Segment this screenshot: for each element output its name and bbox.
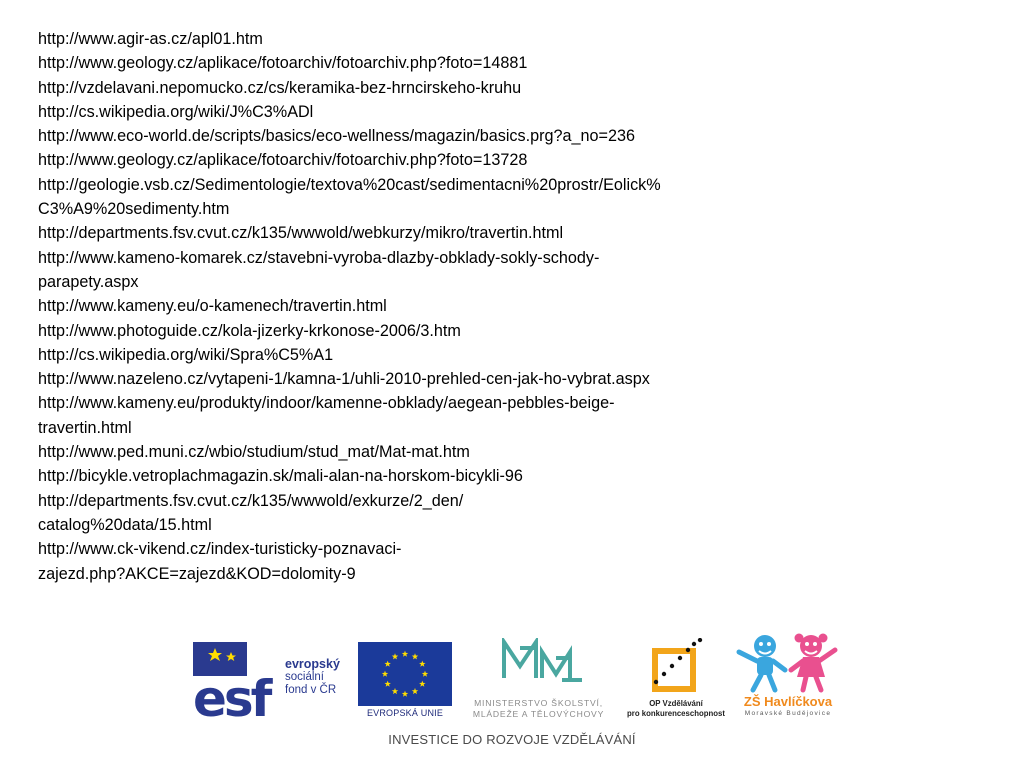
reference-link: parapety.aspx xyxy=(38,272,139,291)
reference-list xyxy=(38,27,798,586)
reference-link: C3%A9%20sedimenty.htm xyxy=(38,200,230,219)
school-name: ZŠ Havlíčkova xyxy=(743,694,833,709)
reference-link: http://departments.fsv.cvut.cz/k135/wwwold/webkurzy/mikro/travertin.html xyxy=(38,224,564,243)
reference-link: http://www.geology.cz/aplikace/fotoarchiv/fotoarchiv.php?foto=14881 xyxy=(38,54,528,73)
esf-text xyxy=(285,658,340,697)
girl-figure-icon xyxy=(791,634,835,691)
reference-link: http://geologie.vsb.cz/Sedimentologie/textova%20cast/sedimentacni%20prostr/Eolick% xyxy=(38,175,661,194)
reference-link: http://vzdelavani.nepomucko.cz/cs/keramika-bez-hrncirskeho-kruhu xyxy=(38,78,522,97)
reference-link: http://cs.wikipedia.org/wiki/J%C3%ADl xyxy=(38,102,314,121)
reference-link: http://bicykle.vetroplachmagazin.sk/mali-alan-na-horskom-bicykli-96 xyxy=(38,467,523,486)
msmt-monogram-icon xyxy=(456,638,621,698)
reference-link: http://departments.fsv.cvut.cz/k135/wwwold/exkurze/2_den/ xyxy=(38,491,464,510)
esf-line2: sociální xyxy=(285,671,324,683)
msmt-caption xyxy=(456,698,621,719)
reference-link: http://www.ped.muni.cz/wbio/studium/stud_mat/Mat-mat.htm xyxy=(38,443,470,462)
school-mascots-icon xyxy=(733,630,843,694)
op-caption xyxy=(622,699,730,718)
esf-emblem-icon xyxy=(193,642,283,720)
op-line2: pro konkurenceschopnost xyxy=(627,708,725,718)
reference-link: http://cs.wikipedia.org/wiki/Spra%C5%A1 xyxy=(38,345,334,364)
op-emblem-icon xyxy=(622,638,730,698)
reference-link: http://www.kameny.eu/o-kamenech/travertin.html xyxy=(38,297,387,316)
school-subtitle: Moravské Budějovice xyxy=(744,710,832,717)
sponsor-logo-strip xyxy=(0,628,1024,768)
op-logo xyxy=(622,638,730,720)
investment-slogan: INVESTICE DO ROZVOJE VZDĚLÁVÁNÍ xyxy=(388,732,636,747)
reference-link: http://www.eco-world.de/scripts/basics/eco-wellness/magazin/basics.prg?a_no=236 xyxy=(38,127,635,146)
msmt-logo xyxy=(456,638,621,720)
esf-line1: evropský xyxy=(285,657,340,671)
msmt-line2: MLÁDEŽE A TĚLOVÝCHOVY xyxy=(472,708,605,719)
reference-link: http://www.nazeleno.cz/vytapeni-1/kamna-1/uhli-2010-prehled-cen-jak-ho-vybrat.aspx xyxy=(38,370,650,389)
reference-link: catalog%20data/15.html xyxy=(38,515,212,534)
eu-flag-icon xyxy=(358,642,452,706)
reference-link: zajezd.php?AKCE=zajezd&KOD=dolomity-9 xyxy=(38,564,356,583)
reference-link: http://www.kameny.eu/produkty/indoor/kamenne-obklady/aegean-pebbles-beige- xyxy=(38,394,615,413)
esf-mark: esf xyxy=(193,670,270,720)
msmt-line1: MINISTERSTVO ŠKOLSTVÍ, xyxy=(474,698,603,708)
school-logo xyxy=(733,630,843,722)
esf-logo xyxy=(193,642,353,720)
eu-logo xyxy=(358,642,452,722)
reference-link: http://www.photoguide.cz/kola-jizerky-krkonose-2006/3.htm xyxy=(38,321,461,340)
op-line1: OP Vzdělávání xyxy=(649,699,703,708)
reference-link: http://www.geology.cz/aplikace/fotoarchiv/fotoarchiv.php?foto=13728 xyxy=(38,151,528,170)
reference-link: http://www.kameno-komarek.cz/stavebni-vyroba-dlazby-obklady-sokly-schody- xyxy=(38,248,600,267)
reference-link: http://www.agir-as.cz/apl01.htm xyxy=(38,30,263,48)
reference-link: travertin.html xyxy=(38,418,132,437)
eu-caption: EVROPSKÁ UNIE xyxy=(366,708,444,718)
reference-link: http://www.ck-vikend.cz/index-turisticky-poznavaci- xyxy=(38,540,402,559)
boy-figure-icon xyxy=(739,635,785,690)
esf-line3: fond v ČR xyxy=(285,684,337,696)
